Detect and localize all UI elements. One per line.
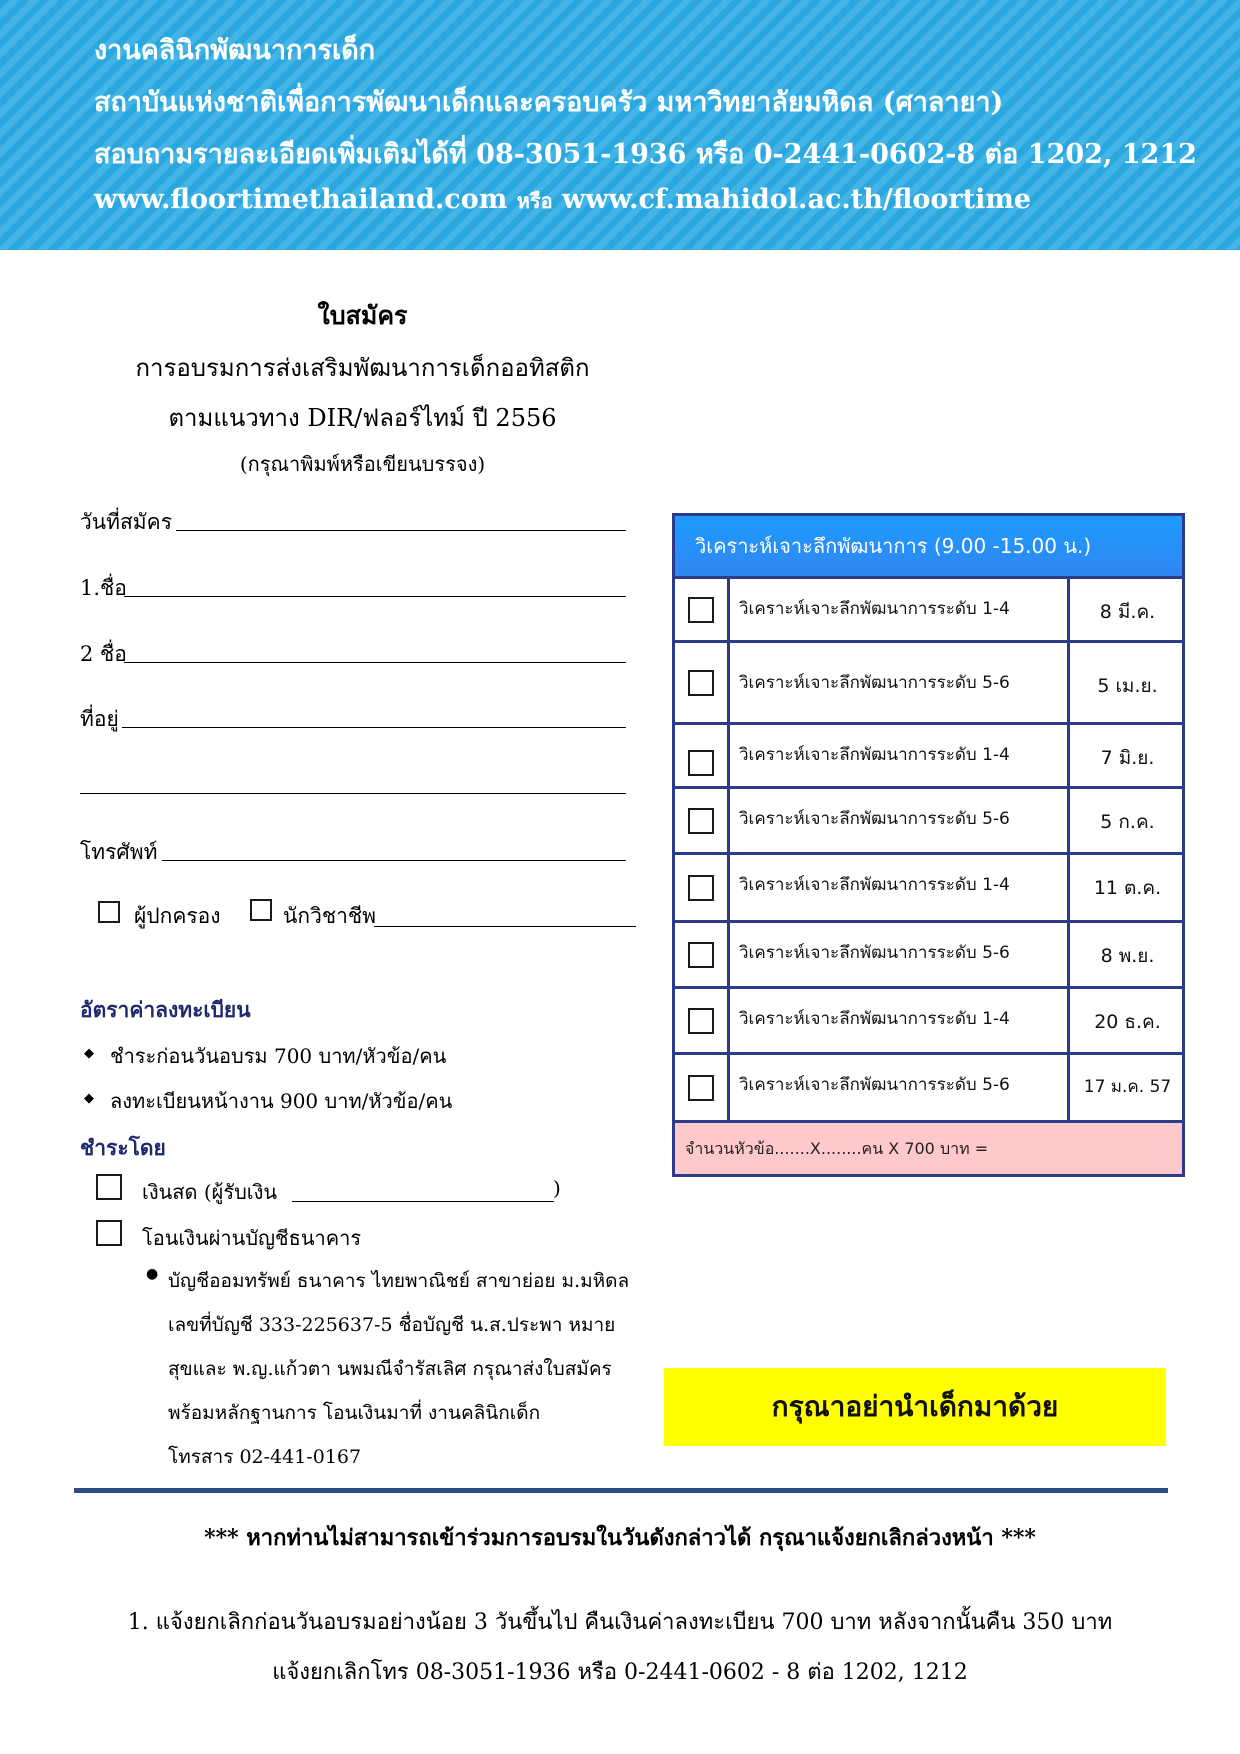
header-clinic-name: งานคลินิกพัฒนาการเด็ก [94, 35, 376, 66]
table-row [675, 640, 1182, 722]
diamond-bullet-icon: ◆ [84, 1046, 94, 1061]
session-date: 5 เม.ย. [1097, 675, 1158, 697]
session-date: 11 ต.ค. [1093, 877, 1162, 899]
session-checkbox[interactable] [688, 875, 714, 901]
session-date: 7 มิ.ย. [1100, 747, 1155, 769]
table-row [675, 722, 1182, 786]
session-date: 8 พ.ย. [1100, 945, 1155, 967]
bank-line-4: พร้อมหลักฐานการ โอนเงินมาที่ งานคลินิกเด็ก [168, 1402, 541, 1424]
payment-heading: ชำระโดย [80, 1135, 166, 1160]
table-row [675, 920, 1182, 986]
cash-checkbox[interactable] [96, 1174, 122, 1200]
website-link-mahidol[interactable]: www.cf.mahidol.ac.th/floortime [562, 184, 1032, 215]
professional-field[interactable] [374, 926, 636, 927]
professional-label: นักวิชาชีพ [283, 904, 377, 928]
name1-field[interactable] [124, 596, 626, 597]
form-instruction: (กรุณาพิมพ์หรือเขียนบรรจง) [239, 452, 486, 476]
course-subtitle: ตามแนวทาง DIR/ฟลอร์ไทม์ ปี 2556 [168, 404, 557, 432]
session-checkbox[interactable] [688, 670, 714, 696]
table-row [675, 576, 1182, 640]
fee-advance: ชำระก่อนวันอบรม 700 บาท/หัวข้อ/คน [110, 1044, 447, 1068]
session-checkbox[interactable] [688, 942, 714, 968]
session-date: 8 มี.ค. [1099, 601, 1156, 623]
table-row [675, 986, 1182, 1052]
fee-total-row: จำนวนหัวข้อ.......X........คน X 700 บาท = [675, 1120, 1182, 1174]
phone-label: โทรศัพท์ [80, 840, 158, 864]
website-link-floortime[interactable]: www.floortimethailand.com [94, 184, 508, 215]
address-label: ที่อยู่ [80, 707, 119, 731]
session-topic: วิเคราะห์เจาะลึกพัฒนาการระดับ 5-6 [730, 789, 1070, 852]
header-institute-name: สถาบันแห่งชาติเพื่อการพัฒนาเด็กและครอบครัว มหาวิทยาลัยมหิดล (ศาลายา) [94, 87, 1004, 118]
fee-onsite: ลงทะเบียนหน้างาน 900 บาท/หัวข้อ/คน [110, 1089, 453, 1113]
bank-line-3: สุขและ พ.ญ.แก้วตา นพมณีจำรัสเลิศ กรุณาส่งใบสมัคร [168, 1358, 612, 1380]
name2-field[interactable] [124, 662, 626, 663]
date-label: วันที่สมัคร [80, 510, 172, 534]
phone-field[interactable] [162, 860, 626, 861]
name2-label: 2 ชื่อ [80, 642, 127, 666]
session-checkbox[interactable] [688, 750, 714, 776]
cancellation-warning: *** หากท่านไม่สามารถเข้าร่วมการอบรมในวันดังกล่าวได้ กรุณาแจ้งยกเลิกล่วงหน้า *** [204, 1525, 1036, 1551]
session-topic: วิเคราะห์เจาะลึกพัฒนาการระดับ 1-4 [730, 725, 1070, 786]
header-websites [94, 184, 1031, 217]
course-title: การอบรมการส่งเสริมพัฒนาการเด็กออทิสติก [135, 354, 590, 382]
cash-label: เงินสด (ผู้รับเงิน [142, 1180, 278, 1204]
name1-label: 1.ชื่อ [80, 576, 127, 600]
bank-fax: โทรสาร 02-441-0167 [168, 1446, 362, 1468]
address-field-line1[interactable] [122, 727, 626, 728]
schedule-table [672, 513, 1185, 1177]
session-topic: วิเคราะห์เจาะลึกพัฒนาการระดับ 1-4 [730, 855, 1070, 920]
table-row [675, 1052, 1182, 1120]
session-topic: วิเคราะห์เจาะลึกพัฒนาการระดับ 5-6 [730, 643, 1070, 722]
header-contact-phone: สอบถามรายละเอียดเพิ่มเติมได้ที่ 08-3051-1936 หรือ 0-2441-0602-8 ต่อ 1202, 1212 [94, 139, 1197, 170]
date-field[interactable] [176, 530, 626, 531]
table-row [675, 786, 1182, 852]
session-checkbox[interactable] [688, 808, 714, 834]
session-checkbox[interactable] [688, 597, 714, 623]
professional-checkbox[interactable] [250, 899, 272, 921]
parent-checkbox[interactable] [98, 901, 120, 923]
header-or-text: หรือ [516, 189, 553, 213]
session-topic: วิเคราะห์เจาะลึกพัฒนาการระดับ 1-4 [730, 579, 1070, 640]
session-date: 5 ก.ค. [1100, 811, 1155, 833]
cancellation-contact: แจ้งยกเลิกโทร 08-3051-1936 หรือ 0-2441-0602 - 8 ต่อ 1202, 1212 [272, 1660, 968, 1685]
session-date: 17 ม.ค. 57 [1083, 1077, 1172, 1097]
session-date: 20 ธ.ค. [1094, 1011, 1161, 1033]
schedule-table-header: วิเคราะห์เจาะลึกพัฒนาการ (9.00 -15.00 น.) [675, 516, 1182, 576]
session-topic: วิเคราะห์เจาะลึกพัฒนาการระดับ 5-6 [730, 923, 1070, 986]
transfer-label: โอนเงินผ่านบัญชีธนาคาร [142, 1226, 362, 1250]
address-field-line2[interactable] [80, 793, 626, 794]
session-topic: วิเคราะห์เจาะลึกพัฒนาการระดับ 1-4 [730, 989, 1070, 1052]
bank-line-1: บัญชีออมทรัพย์ ธนาคาร ไทยพาณิชย์ สาขาย่อย ม.มหิดล [168, 1270, 630, 1292]
session-checkbox[interactable] [688, 1008, 714, 1034]
header-banner [0, 0, 1240, 250]
fees-heading: อัตราค่าลงทะเบียน [80, 997, 251, 1022]
parent-label: ผู้ปกครอง [134, 904, 221, 928]
form-title: ใบสมัคร [317, 301, 408, 330]
refund-policy: 1. แจ้งยกเลิกก่อนวันอบรมอย่างน้อย 3 วันขึ้นไป คืนเงินค่าลงทะเบียน 700 บาท หลังจากนั้นคืน 350 บาท [127, 1610, 1113, 1635]
cash-close-paren: ) [553, 1176, 561, 1200]
session-topic: วิเคราะห์เจาะลึกพัฒนาการระดับ 5-6 [730, 1055, 1070, 1120]
divider [74, 1488, 1168, 1493]
no-children-notice: กรุณาอย่านำเด็กมาด้วย [664, 1368, 1166, 1446]
cash-receiver-field[interactable] [292, 1201, 554, 1202]
table-row [675, 852, 1182, 920]
transfer-checkbox[interactable] [96, 1220, 122, 1246]
bank-line-2: เลขที่บัญชี 333-225637-5 ชื่อบัญชี น.ส.ประพา หมาย [168, 1314, 616, 1336]
session-checkbox[interactable] [688, 1075, 714, 1101]
diamond-bullet-icon: ◆ [84, 1091, 94, 1106]
bullet-icon: ● [146, 1266, 159, 1282]
